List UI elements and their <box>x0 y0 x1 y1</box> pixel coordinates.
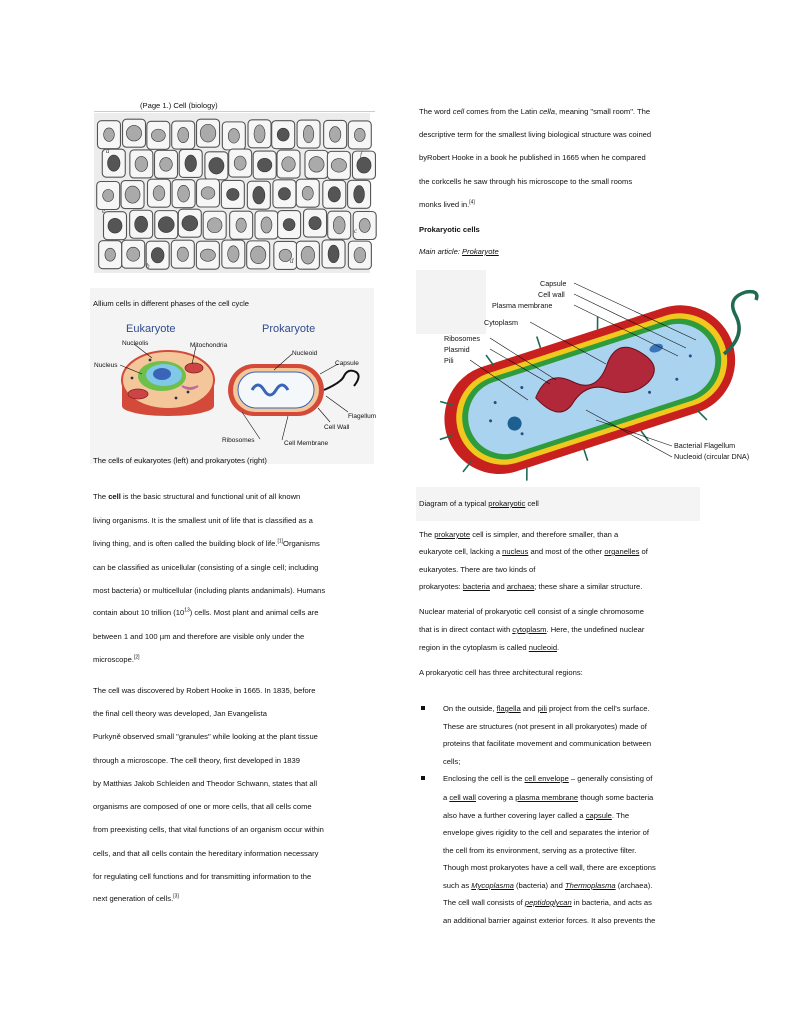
bullet-marker-2 <box>421 776 425 780</box>
b2-line3: also have a further covering layer called a capsule. The <box>443 811 630 820</box>
intro-line4: the corkcells he saw through his microscope to the small rooms <box>419 177 633 186</box>
intro-line5: monks lived in.[4] <box>419 199 475 209</box>
left-p1-line7: between 1 and 100 µm and therefore are visible only under the <box>93 632 305 641</box>
prokaryotic-link[interactable]: prokaryotic <box>488 499 526 508</box>
b1-line4: cells; <box>443 757 461 766</box>
left-p2-line2: the final cell theory was developed, Jan Evangelista <box>93 709 267 718</box>
b2-line8: The cell wall consists of peptidoglycan in bacteria, and acts as <box>443 898 652 907</box>
rp1-line1: The prokaryote cell is simpler, and therefore smaller, than a <box>419 530 619 539</box>
page-header: (Page 1.) Cell (biology) <box>140 101 218 110</box>
b2-line7: such as Mycoplasma (bacteria) and Thermoplasma (archaea). <box>443 881 653 890</box>
label-capsule: Capsule <box>335 360 359 367</box>
archaea-link[interactable]: archaea <box>506 582 535 591</box>
fig1-label-a: a <box>106 147 110 155</box>
label-cell-wall: Cell Wall <box>324 424 350 431</box>
left-p2-line4: through a microscope. The cell theory, first developed in 1839 <box>93 756 300 765</box>
cell-envelope-link[interactable]: cell envelope <box>524 774 569 783</box>
prokaryotic-cells-heading: Prokaryotic cells <box>419 225 480 234</box>
plasma-membrane-link[interactable]: plasma membrane <box>515 793 579 802</box>
left-p2-line7: from preexisting cells, that vital functions of an organism occur within <box>93 825 324 834</box>
left-p1-line2: living organisms. It is the smallest unit of life that is classified as a <box>93 516 313 525</box>
diag-label-plasmid: Plasmid <box>444 345 470 354</box>
rp1-line2: eukaryote cell, lacking a nucleus and most of the other organelles of <box>419 547 648 556</box>
figure1-caption: Allium cells in different phases of the cell cycle <box>93 299 250 308</box>
b1-line3: proteins that facilitate movement and communication between <box>443 739 652 748</box>
diag-label-ribosomes: Ribosomes <box>444 334 480 343</box>
label-flagellum: Flagellum <box>348 413 377 420</box>
label-mitochondria: Mitochondria <box>190 342 228 349</box>
intro-line3: byRobert Hooke in a book he published in 1665 when he compared <box>419 153 646 162</box>
prokaryote-title: Prokaryote <box>262 323 316 335</box>
left-p2-line9: for regulating cell functions and for transmitting information to the <box>93 872 312 881</box>
label-ribosomes: Ribosomes <box>222 437 255 444</box>
flagella-link[interactable]: flagella <box>496 704 521 713</box>
left-p1-line4: can be classified as unicellular (consisting of a single cell; including <box>93 563 319 572</box>
rp3: A prokaryotic cell has three architectural regions: <box>419 668 583 677</box>
cell-bold: cell <box>108 492 121 501</box>
diag-label-capsule: Capsule <box>540 279 567 288</box>
prokaryote-link[interactable]: Prokaryote <box>462 247 499 256</box>
left-p2-line8: cells, and that all cells contain the hereditary information necessary <box>93 849 319 858</box>
prokaryote-diagram <box>416 270 768 482</box>
intro-line2: descriptive term for the smallest living biological structure was coined <box>419 130 652 139</box>
label-nucleolis: Nucleolis <box>122 340 149 347</box>
b2-line9: an additional barrier against exterior forces. It also prevents the <box>443 916 656 925</box>
thermoplasma-link[interactable]: Thermoplasma <box>564 881 616 890</box>
left-p2-line5: by Matthias Jakob Schleiden and Theodor Schwann, states that all <box>93 779 318 788</box>
mycoplasma-link[interactable]: Mycoplasma <box>471 881 514 890</box>
figure2-caption: The cells of eukaryotes (left) and prokaryotes (right) <box>93 456 267 465</box>
rp2-line2: that is in direct contact with cytoplasm. Here, the undefined nuclear <box>419 625 645 634</box>
left-p1-line8: microscope.[2] <box>93 654 140 664</box>
eukaryote-title: Eukaryote <box>126 323 176 335</box>
label-nucleus: Nucleus <box>94 362 118 369</box>
b2-line2: a cell wall covering a plasma membrane though some bacteria <box>443 793 654 802</box>
fig1-label-e: e <box>102 207 106 215</box>
nucleoid-link[interactable]: nucleoid <box>528 643 558 652</box>
left-p1-line3: living thing, and is often called the building block of life.[1]Organisms <box>93 538 320 548</box>
b2-line4: envelope gives rigidity to the cell and separates the interior of <box>443 828 649 837</box>
cytoplasm-link[interactable]: cytoplasm <box>512 625 547 634</box>
rp2-line3: region in the cytoplasm is called nucleoid. <box>419 643 560 652</box>
diag-label-pili: Pili <box>444 356 454 365</box>
fig1-label-b: b <box>146 262 150 270</box>
fig1-label-d: d <box>290 257 294 265</box>
left-p1-line6: contain about 10 trillion $(10^{13})$ cells. Most plant and animal cells are <box>93 607 319 617</box>
label-nucleoid: Nucleoid <box>292 350 318 357</box>
pili-link[interactable]: pili <box>537 704 547 713</box>
label-cell-membrane: Cell Membrane <box>284 440 329 447</box>
rp1-line4: prokaryotes: bacteria and archaea; these share a similar structure. <box>419 582 643 591</box>
diag-label-cytoplasm: Cytoplasm <box>484 318 518 327</box>
diagram-caption: Diagram of a typical prokaryotic cell <box>419 499 539 508</box>
left-p2-line6: organisms are composed of one or more cells, that all cells come <box>93 802 312 811</box>
b2-line6: Though most prokaryotes have a cell wall, there are exceptions <box>443 863 656 872</box>
diag-label-nucleoid: Nucleoid (circular DNA) <box>674 452 750 461</box>
allium-cells-image <box>94 113 370 273</box>
left-p2-line3: Purkyně observed small "granules" while looking at the plant tissue <box>93 732 318 741</box>
fig1-label-c: c <box>354 227 358 235</box>
left-p2-line1: The cell was discovered by Robert Hooke in 1665. In 1835, before <box>93 686 316 695</box>
fig1-label-f: f <box>360 151 362 159</box>
b1-line2: These are structures (not present in all prokaryotes) made of <box>443 722 647 731</box>
b2-line1: Enclosing the cell is the cell envelope – generally consisting of <box>443 774 653 783</box>
left-p2-line10: next generation of cells.[3] <box>93 893 179 903</box>
intro-line1: The word cell comes from the Latin cella, meaning "small room". The <box>419 107 651 116</box>
diag-label-flagellum: Bacterial Flagellum <box>674 441 736 450</box>
capsule-link[interactable]: capsule <box>585 811 612 820</box>
cell-wall-link[interactable]: cell wall <box>449 793 476 802</box>
left-p1-line5: most bacteria) or multicellular (including plants andanimals). Humans <box>93 586 326 595</box>
bacteria-link[interactable]: bacteria <box>462 582 490 591</box>
main-article-line: Main article: Prokaryote <box>419 247 499 256</box>
diag-label-cell-wall: Cell wall <box>538 290 565 299</box>
organelles-link[interactable]: organelles <box>604 547 640 556</box>
rp2-line1: Nuclear material of prokaryotic cell consist of a single chromosome <box>419 607 644 616</box>
diag-label-plasma-membrane: Plasma membrane <box>492 301 553 310</box>
euk-pro-diagram <box>92 318 377 447</box>
nucleus-link[interactable]: nucleus <box>502 547 529 556</box>
header-rule <box>94 111 375 112</box>
b2-line5: the cell from its environment, serving as a protective filter. <box>443 846 637 855</box>
b1-line1: On the outside, flagella and pili project from the cell's surface. <box>443 704 650 713</box>
left-p1-line1: The cell is the basic structural and functional unit of all known <box>93 492 301 501</box>
peptidoglycan-link[interactable]: peptidoglycan <box>524 898 572 907</box>
bullet-marker-1 <box>421 706 425 710</box>
prokaryote-link-2[interactable]: prokaryote <box>434 530 471 539</box>
rp1-line3: eukaryotes. There are two kinds of <box>419 565 536 574</box>
